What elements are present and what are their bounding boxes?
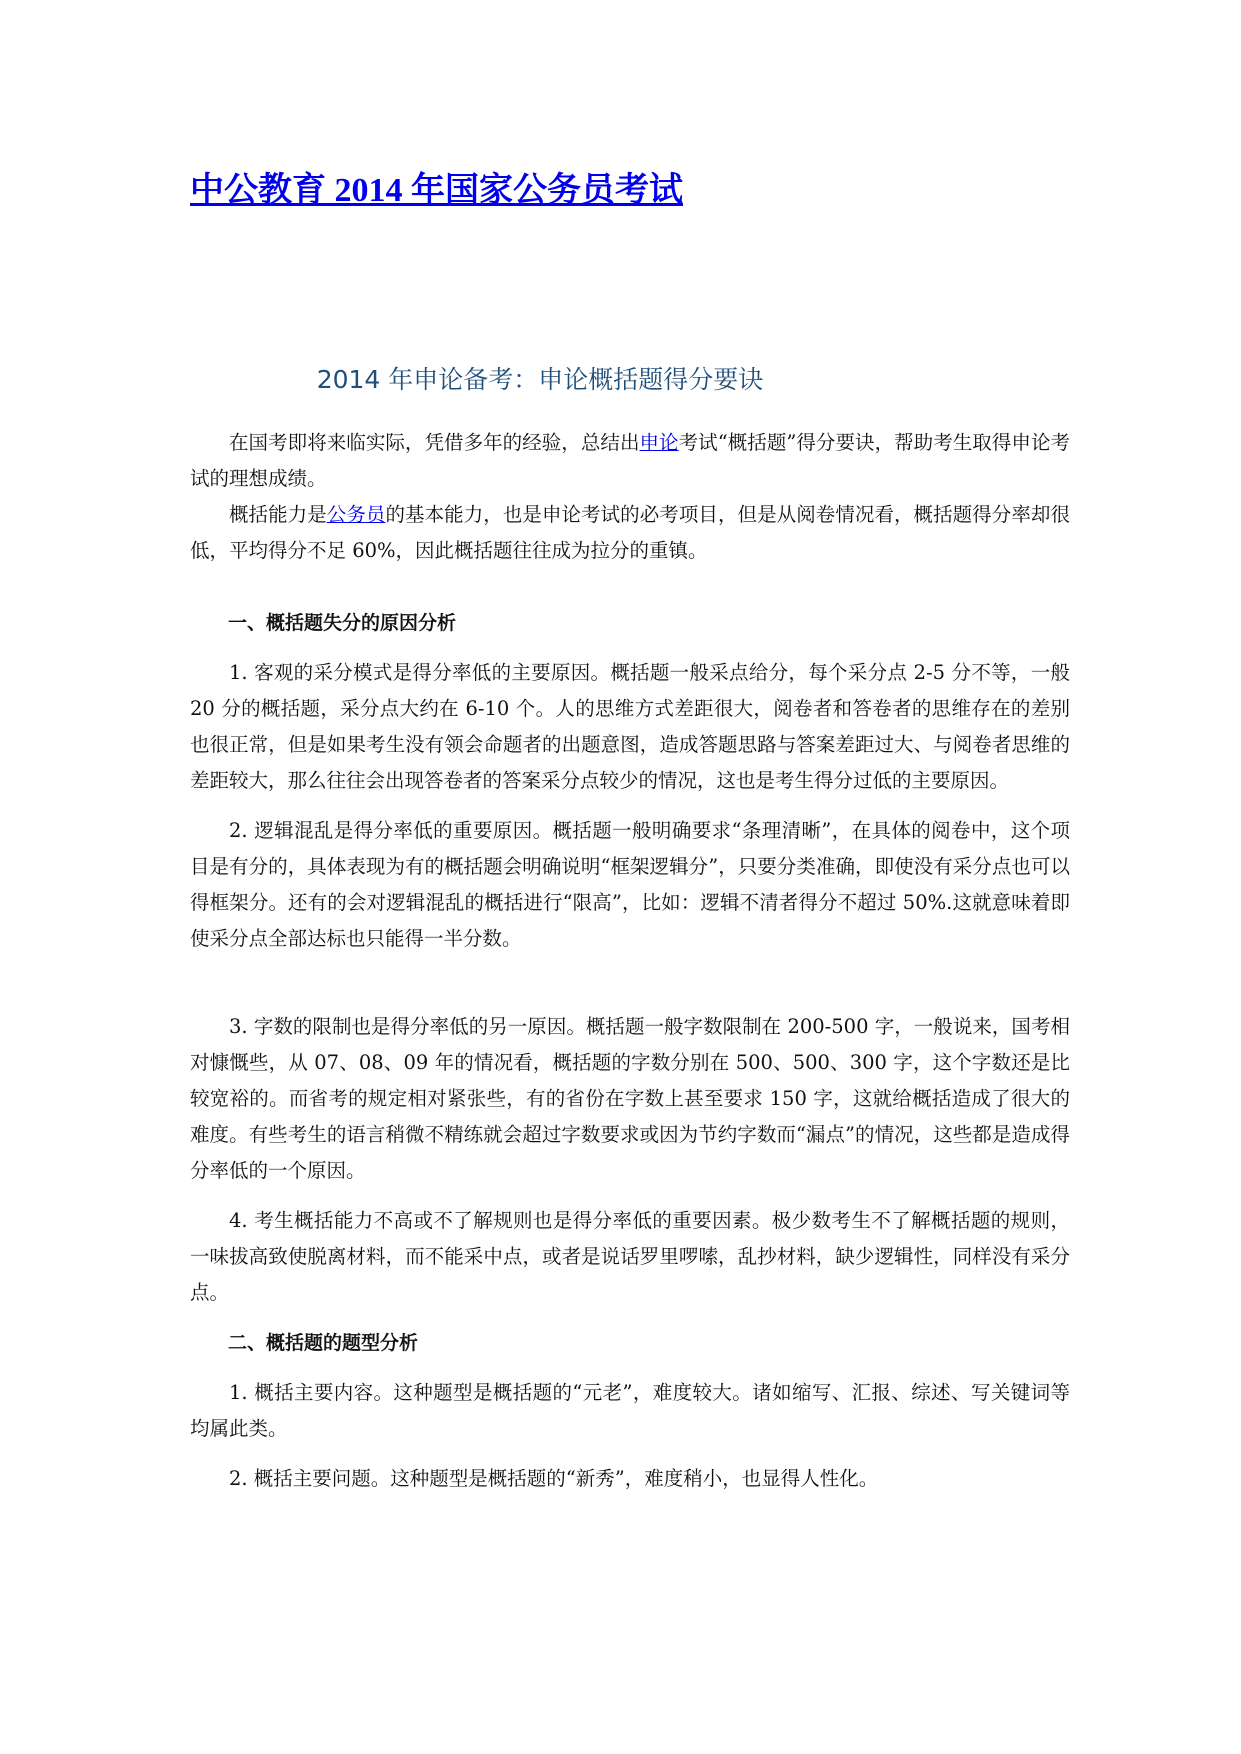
article-body [190, 425, 1070, 1497]
spacer [190, 957, 1070, 1009]
section-1-heading: 一、概括题失分的原因分析 [228, 612, 457, 634]
section-1-item-4: 4. 考生概括能力不高或不了解规则也是得分率低的重要因素。极少数考生不了解概括题的规则，一味拔高致使脱离材料，而不能采中点，或者是说话罗里啰嗦，乱抄材料，缺少逻辑性，同样没有采分点。 [190, 1209, 1070, 1304]
section-2-item-1: 1. 概括主要内容。这种题型是概括题的“元老”，难度较大。诸如缩写、汇报、综述、写关键词等均属此类。 [190, 1381, 1070, 1440]
section-1-item-1: 1. 客观的采分模式是得分率低的主要原因。概括题一般采点给分，每个采分点 2-5 分不等，一般 20 分的概括题，采分点大约在 6-10 个。人的思维方式差距很大，阅卷者和答卷者的思维存在的差别也很正常，但是如果考生没有领会命题者的出题意图，造成答题思路与答案差距过大、与阅卷者思维的差距较大，那么往往会出现答卷者的答案采分点较少的情况，这也是考生得分过低的主要原因。 [190, 661, 1070, 792]
intro-paragraph-2 [190, 497, 1070, 569]
intro-text: 在国考即将来临实际，凭借多年的经验，总结出 [229, 431, 640, 454]
section-2-heading: 二、概括题的题型分析 [228, 1332, 419, 1354]
intro-paragraph-1 [190, 425, 1070, 497]
spacer [190, 1447, 1070, 1461]
section-2-item-2: 2. 概括主要问题。这种题型是概括题的“新秀”，难度稍小，也显得人性化。 [229, 1467, 879, 1490]
spacer [190, 1189, 1070, 1203]
intro-text: 概括能力是 [229, 503, 327, 526]
spacer [190, 641, 1070, 655]
article-title: 2014 年申论备考：申论概括题得分要诀 [316, 365, 764, 394]
section-1-item-2: 2. 逻辑混乱是得分率低的重要原因。概括题一般明确要求“条理清晰”，在具体的阅卷中，这个项目是有分的，具体表现为有的概括题会明确说明“框架逻辑分”，只要分类准确，即使没有采分点也可以得框架分。还有的会对逻辑混乱的概括进行“限高”，比如：逻辑不清者得分不超过 50%.这就意味着即使采分点全部达标也只能得一半分数。 [190, 819, 1070, 950]
spacer [190, 1311, 1070, 1325]
intro-text: 考试“概括题”得分要诀，帮助考生取得申论考试的理想成绩。 [190, 431, 1070, 490]
section-1-item-3: 3. 字数的限制也是得分率低的另一原因。概括题一般字数限制在 200-500 字，一般说来，国考相对慷慨些，从 07、08、09 年的情况看，概括题的字数分别在 500、500、300 字，这个字数还是比较宽裕的。而省考的规定相对紧张些，有的省份在字数上甚至要求 150 字，这就给概括造成了很大的难度。有些考生的语言稍微不精练就会超过字数要求或因为节约字数而“漏点”的情况，这些都是造成得分率低的一个原因。 [190, 1015, 1070, 1182]
intro-text: 的基本能力，也是申论考试的必考项目，但是从阅卷情况看，概括题得分率却很低，平均得分不足 60%，因此概括题往往成为拉分的重镇。 [190, 503, 1070, 562]
header-link[interactable]: 中公教育 2014 年国家公务员考试 [190, 172, 683, 209]
spacer [190, 569, 1070, 605]
shenlun-link[interactable]: 申论 [639, 431, 679, 454]
spacer [190, 799, 1070, 813]
spacer [190, 1361, 1070, 1375]
civil-servant-link[interactable]: 公务员 [326, 503, 386, 526]
